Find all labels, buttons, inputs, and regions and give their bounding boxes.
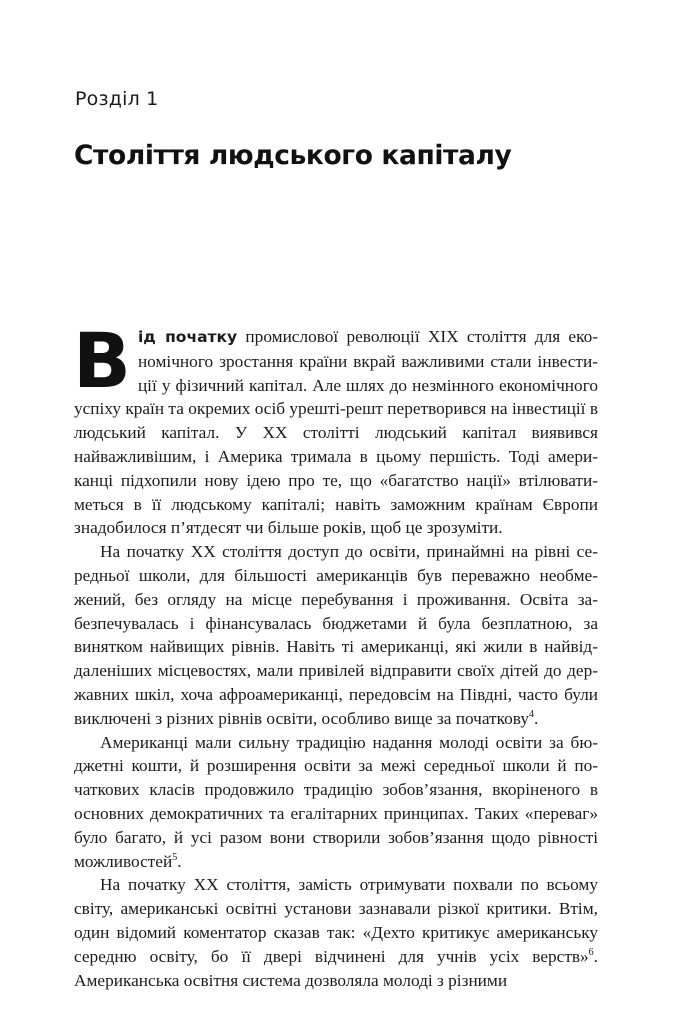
drop-cap: В xyxy=(73,316,130,405)
paragraph-text: На початку XX століття доступ до освіти, принаймні на рівні середньої школи, для більшості американців був переважно необмежений, без огляду на місце перебування і проживання. Освіта забезпечувалась і фінансувалась бюджетами й була безплатною, за винятком найвищих рівнів. Навіть ті американці, які жили в найвіддаленіших місцевостях, мали привілей відправити своїх дітей до державних шкіл, хоча афроамериканці, передовсім на Півдні, часто були виключені з різних рівнів освіти, особливо вище за початкову xyxy=(74,542,598,728)
lead-words: ід початку xyxy=(137,328,238,346)
paragraph-3 xyxy=(74,731,598,874)
paragraph-text: На початку XX століття, замість отримувати похвали по всьому світу, американські освітні установи зазнавали різкої критики. Втім, один відомий коментатор сказав так: «Дехто критикує американську середню освіту, бо її двері відчинені для учнів усіх верств» xyxy=(74,875,598,966)
paragraph-1 xyxy=(73,316,598,540)
paragraph-text: промислової революції XIX століття для економічного зростання країни вкрай важливими стали інвестиції у фізичний капітал. Але шлях до незмінного економічного успіху країн та окремих осіб урешті-решт перетворився на інвестиції в людський капітал. У XX столітті людський капітал виявився найважливішим, і Америка тримала в цьому першість. Тоді американці підхопили нову ідею про те, що «багатство нації» втілюватиметься в її людському капіталі; навіть заможним країнам Європи знадобилося п’ятдесят чи більше років, щоб це зрозуміти. xyxy=(74,327,598,538)
body-text xyxy=(73,316,598,992)
paragraph-text: Американці мали сильну традицію надання молоді освіти за бюджетні кошти, й розширення освіти за межі середньої школи й початкових класів продовжило традицію зобов’язання, вкоріненого в основних демократичних та егалітарних принципах. Таких «переваг» було багато, й усі разом вони створили зобов’язання щодо рівності можливостей xyxy=(74,732,598,871)
paragraph-2 xyxy=(74,540,598,730)
footnote-ref-5: 5 xyxy=(172,851,178,863)
chapter-title: Століття людського капіталу xyxy=(74,140,512,171)
paragraph-4 xyxy=(74,873,598,992)
paragraph-end: . Американська освітня система дозволяла молоді з різними xyxy=(74,946,598,990)
footnote-ref-4: 4 xyxy=(528,708,534,720)
footnote-ref-6: 6 xyxy=(588,946,594,958)
paragraph-end: . xyxy=(533,708,539,728)
paragraph-end: . xyxy=(177,851,182,871)
chapter-label: Розділ 1 xyxy=(75,88,159,110)
